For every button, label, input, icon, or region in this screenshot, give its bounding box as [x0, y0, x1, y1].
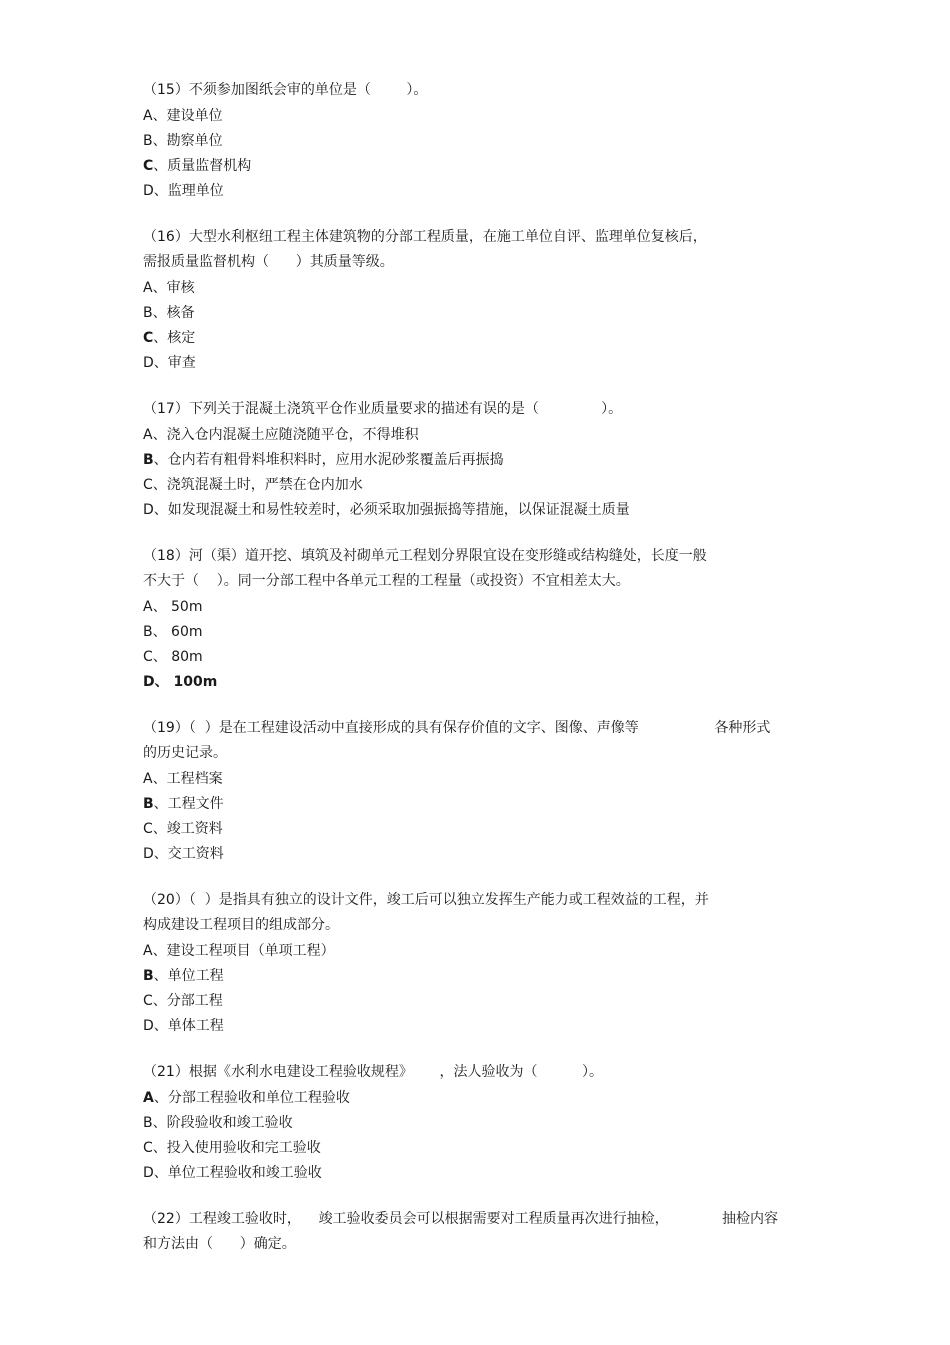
option-text: 、投入使用验收和完工验收: [152, 1140, 321, 1156]
option-letter: D: [143, 183, 154, 199]
option-text: 、 100m: [154, 674, 218, 690]
answer-option: [143, 448, 808, 473]
question-stem: [143, 397, 808, 422]
option-letter: A: [143, 943, 153, 959]
option-letter: D: [143, 502, 154, 518]
option-text: 、 60m: [152, 624, 203, 640]
option-text: 、工程文件: [153, 796, 224, 812]
answer-option: [143, 670, 808, 695]
option-text: 、浇入仓内混凝土应随浇随平仓，不得堆积: [152, 427, 419, 443]
option-text: 、核备: [152, 305, 195, 321]
option-letter: D: [143, 355, 154, 371]
option-text: 、建设工程项目（单项工程）: [152, 943, 335, 959]
option-letter: B: [143, 1115, 153, 1131]
option-text: 、单位工程: [153, 968, 224, 984]
option-text: 、单位工程验收和竣工验收: [153, 1165, 322, 1181]
question-stem-line: 构成建设工程项目的组成部分。: [143, 917, 339, 933]
question-stem-line: （22）工程竣工验收时， 竣工验收委员会可以根据需要对工程质量再次进行抽检， 抽检内容: [143, 1211, 779, 1227]
option-letter: C: [143, 330, 154, 346]
option-text: 、分部工程验收和单位工程验收: [153, 1090, 350, 1106]
question-stem-line: 的历史记录。: [143, 745, 227, 761]
option-text: 、核定: [153, 330, 196, 346]
question-stem-line: （18）河（渠）道开挖、填筑及衬砌单元工程划分界限宜设在变形缝或结构缝处，长度一般: [143, 548, 707, 564]
question-block: [143, 225, 808, 376]
option-text: 、阶段验收和竣工验收: [152, 1115, 293, 1131]
option-letter: D: [143, 1018, 154, 1034]
option-text: 、 50m: [152, 599, 203, 615]
option-text: 、仓内若有粗骨料堆积料时，应用水泥砂浆覆盖后再振捣: [153, 452, 504, 468]
question-stem-line: （16）大型水利枢纽工程主体建筑物的分部工程质量，在施工单位自评、监理单位复核后，: [143, 229, 707, 245]
question-stem: [143, 1207, 808, 1257]
answer-option: [143, 1136, 808, 1161]
question-stem-line: （20）（ ）是指具有独立的设计文件，竣工后可以独立发挥生产能力或工程效益的工程，并: [143, 892, 709, 908]
option-letter: B: [143, 796, 154, 812]
answer-option: [143, 301, 808, 326]
option-text: 、勘察单位: [152, 133, 223, 149]
answer-option: [143, 276, 808, 301]
answer-option: [143, 767, 808, 792]
option-letter: B: [143, 968, 154, 984]
answer-option: [143, 595, 808, 620]
option-letter: A: [143, 280, 153, 296]
answer-option: [143, 1161, 808, 1186]
document-page: [143, 78, 808, 1278]
answer-option: [143, 817, 808, 842]
option-text: 、建设单位: [152, 108, 223, 124]
option-text: 、审核: [152, 280, 195, 296]
question-stem: [143, 544, 808, 594]
option-text: 、 80m: [152, 649, 203, 665]
question-block: [143, 397, 808, 523]
answer-option: [143, 423, 808, 448]
option-letter: C: [143, 993, 153, 1009]
answer-option: [143, 129, 808, 154]
option-letter: B: [143, 133, 153, 149]
question-block: [143, 544, 808, 695]
question-stem: [143, 1060, 808, 1085]
option-letter: C: [143, 158, 154, 174]
question-stem-line: （17）下列关于混凝土浇筑平仓作业质量要求的描述有误的是（ ）。: [143, 401, 623, 417]
option-letter: D: [143, 846, 154, 862]
answer-option: [143, 154, 808, 179]
option-letter: A: [143, 427, 153, 443]
option-letter: C: [143, 821, 153, 837]
answer-option: [143, 964, 808, 989]
answer-option: [143, 645, 808, 670]
answer-option: [143, 1014, 808, 1039]
question-block: [143, 1207, 808, 1257]
answer-option: [143, 939, 808, 964]
question-stem: [143, 716, 808, 766]
option-letter: C: [143, 1140, 153, 1156]
question-block: [143, 716, 808, 867]
answer-option: [143, 326, 808, 351]
option-letter: C: [143, 477, 153, 493]
answer-option: [143, 842, 808, 867]
option-text: 、交工资料: [153, 846, 224, 862]
option-text: 、如发现混凝土和易性较差时，必须采取加强振捣等措施，以保证混凝土质量: [153, 502, 630, 518]
answer-option: [143, 1111, 808, 1136]
question-stem: [143, 225, 808, 275]
question-stem-line: （19）（ ）是在工程建设活动中直接形成的具有保存价值的文字、图像、声像等 各种形式: [143, 720, 771, 736]
answer-option: [143, 473, 808, 498]
option-letter: B: [143, 624, 153, 640]
question-block: [143, 78, 808, 204]
question-stem-line: 不大于（ ）。同一分部工程中各单元工程的工程量（或投资）不宜相差太大。: [143, 573, 630, 589]
option-letter: B: [143, 305, 153, 321]
option-letter: D: [143, 1165, 154, 1181]
option-text: 、审查: [153, 355, 196, 371]
option-text: 、竣工资料: [152, 821, 223, 837]
answer-option: [143, 498, 808, 523]
question-stem-line: （15）不须参加图纸会审的单位是（ ）。: [143, 82, 428, 98]
option-letter: C: [143, 649, 153, 665]
answer-option: [143, 792, 808, 817]
option-letter: A: [143, 108, 153, 124]
option-letter: A: [143, 1090, 154, 1106]
question-stem-line: 和方法由（ ）确定。: [143, 1236, 296, 1252]
option-letter: A: [143, 771, 153, 787]
option-text: 、工程档案: [152, 771, 223, 787]
answer-option: [143, 104, 808, 129]
option-text: 、质量监督机构: [153, 158, 252, 174]
question-block: [143, 888, 808, 1039]
option-letter: D: [143, 674, 155, 690]
option-letter: A: [143, 599, 153, 615]
question-stem-line: （21）根据《水利水电建设工程验收规程》 ，法人验收为（ ）。: [143, 1064, 604, 1080]
answer-option: [143, 620, 808, 645]
option-text: 、监理单位: [153, 183, 224, 199]
question-stem: [143, 78, 808, 103]
option-text: 、浇筑混凝土时，严禁在仓内加水: [152, 477, 363, 493]
question-stem: [143, 888, 808, 938]
option-letter: B: [143, 452, 154, 468]
option-text: 、单体工程: [153, 1018, 224, 1034]
answer-option: [143, 179, 808, 204]
option-text: 、分部工程: [152, 993, 223, 1009]
answer-option: [143, 351, 808, 376]
answer-option: [143, 989, 808, 1014]
answer-option: [143, 1086, 808, 1111]
question-block: [143, 1060, 808, 1186]
question-stem-line: 需报质量监督机构（ ）其质量等级。: [143, 254, 394, 270]
